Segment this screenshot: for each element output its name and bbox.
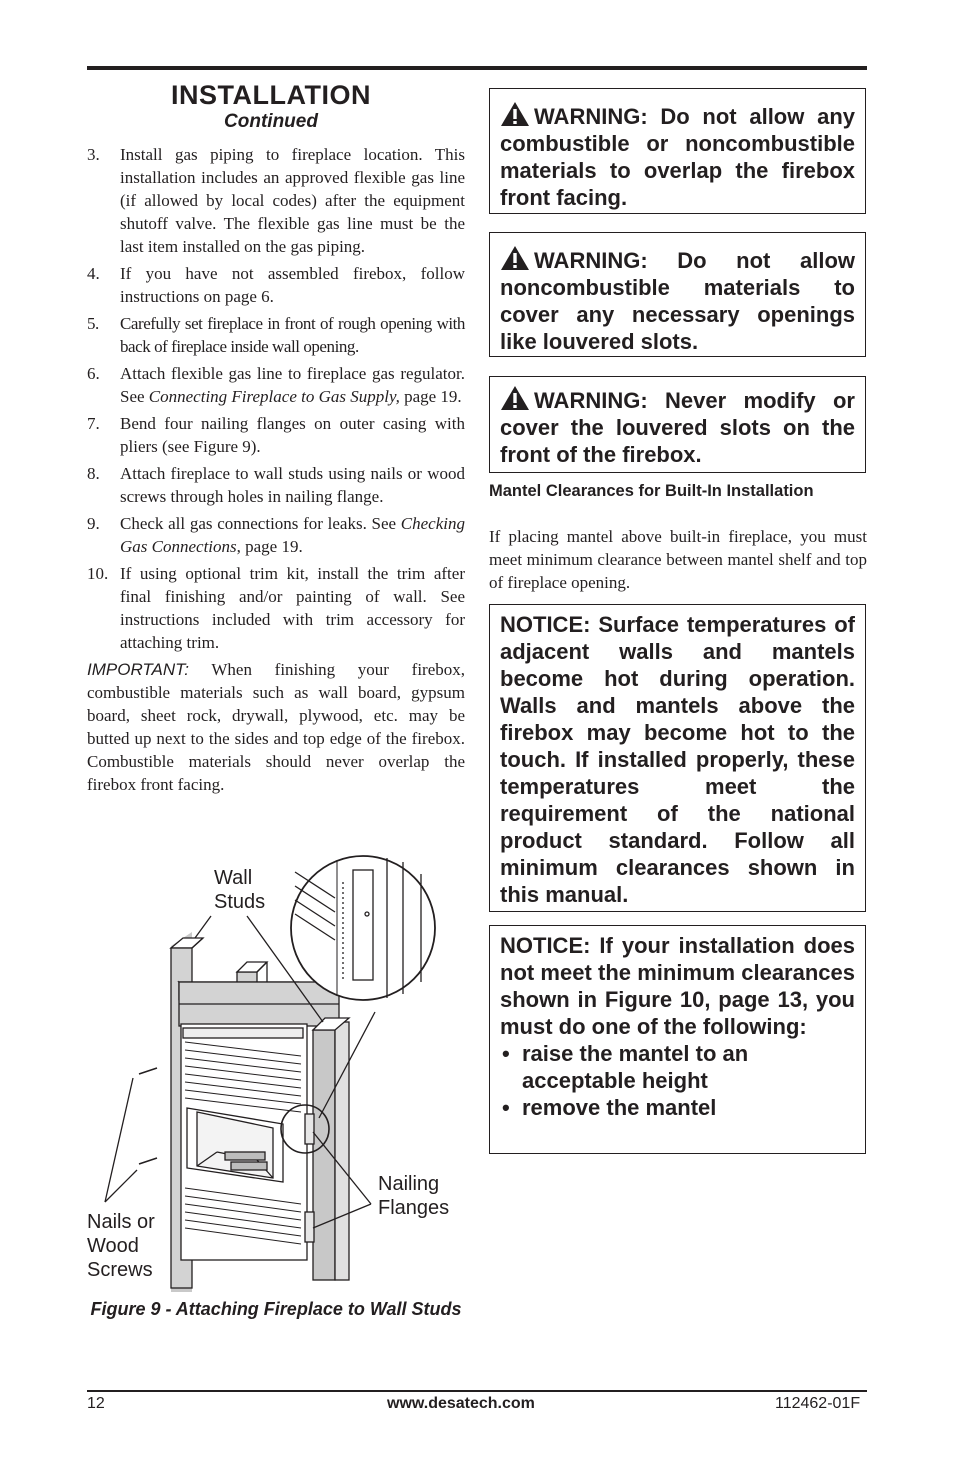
step-item xyxy=(87,462,465,508)
notice-options xyxy=(500,1040,855,1121)
step-reference: Checking Gas Connections xyxy=(120,514,465,556)
notice-box-1 xyxy=(489,604,866,912)
left-column xyxy=(87,80,465,796)
page-number: 12 xyxy=(87,1395,105,1412)
step-item xyxy=(87,512,465,558)
step-text: Attach fireplace to wall studs using nails or wood screws through holes in nailing flange. xyxy=(120,464,465,506)
step-text: Carefully set fireplace in front of rough opening with back of fireplace inside wall opening. xyxy=(120,314,465,356)
important-label: IMPORTANT: xyxy=(87,660,189,679)
list-item: • remove the mantel xyxy=(500,1094,855,1121)
step-text: Check all gas connections for leaks. See xyxy=(120,514,401,533)
top-rule xyxy=(87,66,867,70)
step-text: page 19. xyxy=(399,387,462,406)
warning-text-2: WARNING: Do not allow noncombustible materials to cover any necessary openings like louvered slots. xyxy=(500,248,855,354)
step-item xyxy=(87,312,465,358)
section-subtitle: Continued xyxy=(224,111,318,132)
label-nails-screws: Nails or Wood Screws xyxy=(87,1211,155,1281)
notice-text-2: NOTICE: If your installation does not meet the minimum clearances shown in Figure 10, page 13, you must do one of the following: xyxy=(500,933,855,1039)
important-text: When finishing your firebox, combustible materials such as wall board, gypsum board, sheet rock, drywall, plywood, etc. may be butted up next to the sides and top edge of the firebox. Combustible materials should never overlap the firebox front facing. xyxy=(87,660,465,794)
warning-icon xyxy=(500,245,530,271)
step-number: 7. xyxy=(87,414,100,433)
warning-icon xyxy=(500,385,530,411)
step-item xyxy=(87,262,465,308)
step-number: 4. xyxy=(87,264,100,283)
warning-box-3 xyxy=(489,376,866,473)
section-title: INSTALLATION xyxy=(171,80,371,110)
list-item: • raise the mantel to an acceptable height xyxy=(500,1040,855,1094)
step-text: , page 19. xyxy=(236,537,303,556)
step-number: 8. xyxy=(87,464,100,483)
notice-text-1: NOTICE: Surface temperatures of adjacent walls and mantels become hot during operation. Walls and mantels above the firebox may become hot to the touch. If installed properly, these temperatures meet the requirement of the national product standard. Follow all minimum clearances shown in this manual. xyxy=(500,612,855,907)
mantel-heading: Mantel Clearances for Built-In Installation xyxy=(489,482,814,500)
label-wall-studs: Wall Studs xyxy=(214,867,266,913)
step-number: 5. xyxy=(87,314,99,333)
step-text: If you have not assembled firebox, follow instructions on page 6. xyxy=(120,264,465,306)
step-reference: Connecting Fireplace to Gas Supply, xyxy=(148,387,400,406)
label-nailing-flanges: Nailing Flanges xyxy=(378,1173,450,1219)
step-text: If using optional trim kit, install the trim after final finishing and/or painting of wall. See instructions included with trim accessory for attaching trim. xyxy=(120,564,465,652)
warning-icon xyxy=(500,101,530,127)
website-link[interactable]: www.desatech.com xyxy=(387,1395,535,1412)
step-item xyxy=(87,562,465,654)
warning-text-1: WARNING: Do not allow any combustible or noncombustible materials to overlap the firebox front facing. xyxy=(500,104,855,210)
figure-caption: Figure 9 - Attaching Fireplace to Wall Studs xyxy=(90,1299,462,1319)
step-number: 3. xyxy=(87,145,100,164)
important-note xyxy=(87,658,465,796)
step-item xyxy=(87,143,465,258)
step-number: 6. xyxy=(87,364,100,383)
step-text: Bend four nailing flanges on outer casing with pliers (see Figure 9). xyxy=(120,414,465,456)
step-number: 10. xyxy=(87,564,109,583)
step-text: Install gas piping to fireplace location. This installation includes an approved flexible gas line (if allowed by local codes) after the equipment shutoff valve. The flexible gas line must be the last item installed on the gas piping. xyxy=(120,145,465,256)
step-text: Attach flexible gas line to fireplace gas regulator. See xyxy=(120,364,465,406)
installation-steps xyxy=(87,143,465,654)
step-item xyxy=(87,362,465,408)
warning-text-3: WARNING: Never modify or cover the louvered slots on the front of the firebox. xyxy=(500,388,855,467)
figure-9 xyxy=(87,852,465,1292)
step-item xyxy=(87,412,465,458)
document-code: 112462-01F xyxy=(775,1395,861,1412)
bottom-rule xyxy=(87,1390,867,1392)
warning-box-1 xyxy=(489,88,866,214)
step-number: 9. xyxy=(87,514,100,533)
notice-box-2 xyxy=(489,925,866,1154)
warning-box-2 xyxy=(489,232,866,357)
mantel-body: If placing mantel above built-in fireplace, you must meet minimum clearance between mantel shelf and top of fireplace opening. xyxy=(489,527,867,592)
